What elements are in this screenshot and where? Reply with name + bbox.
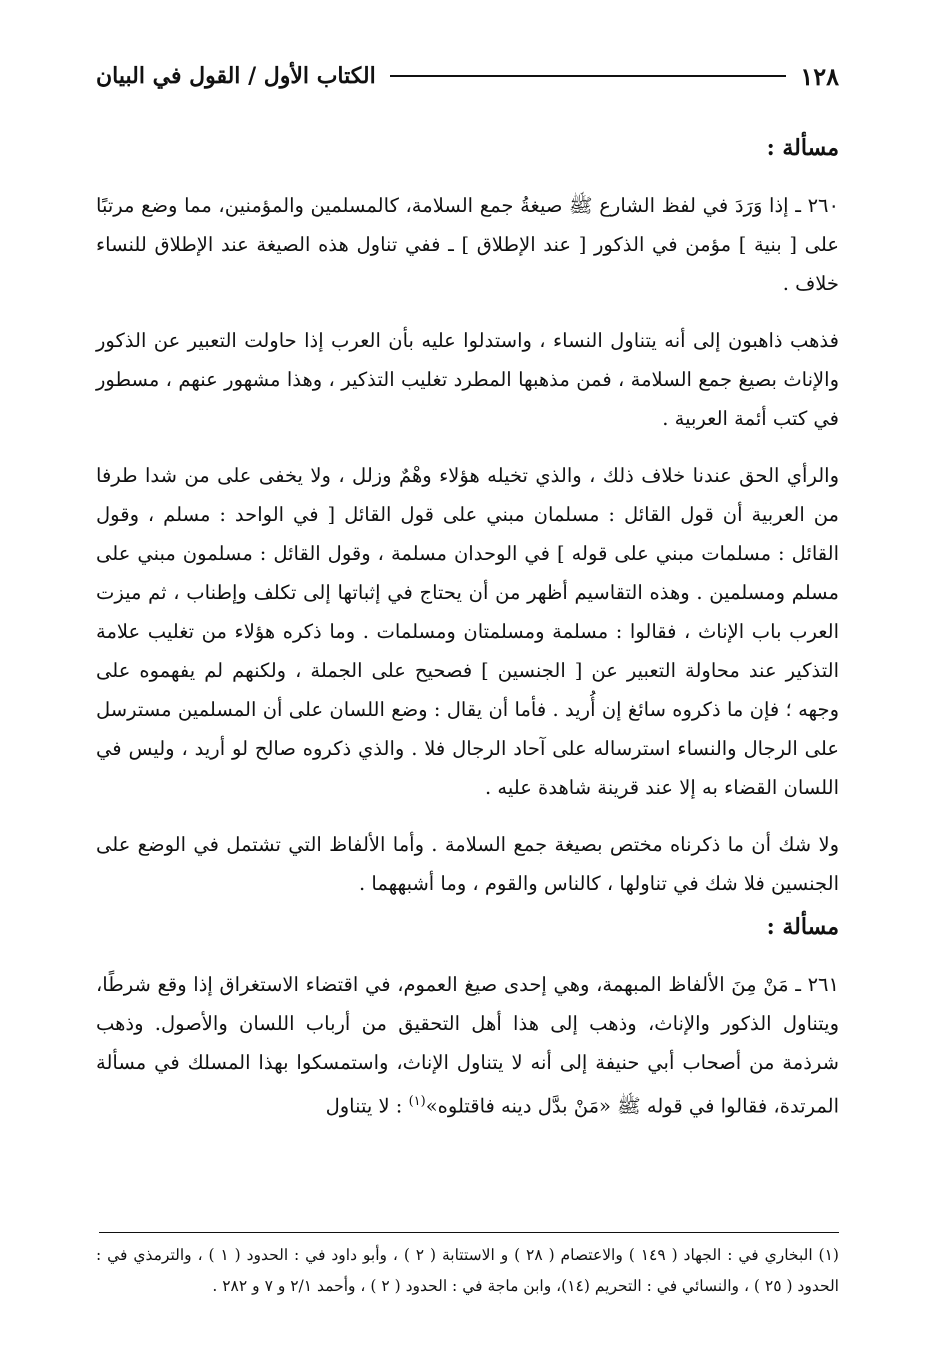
section-heading: مسألة : <box>766 135 839 161</box>
paragraph: والرأي الحق عندنا خلاف ذلك ، والذي تخيله هؤلاء وهْمٌ وزلل ، ولا يخفى على من شدا طرفا من العربية أن قول القائل : مسلمان مبني على قول القائل [ في الواحد : مسلم ، وقول القائل : مسلمات مبني على قوله ] في الوحدان مسلمة ، وقول القائل : مسلمون مبني على مسلم ومسلمين . وهذه التقاسيم أظهر من أن يحتاج في إثباتها إلى تكلف وإطناب ، ثم ميزت العرب باب الإناث ، فقالوا : مسلمة ومسلمتان ومسلمات . وما ذكره هؤلاء من تغليب علامة التذكير عند محاولة التعبير عن [ الجنسين ] فصحيح على الجملة ، ولكنهم لم يفهموه على وجهه ؛ فإن ما ذكروه سائغ إن أُريد . فأما أن يقال : وضع اللسان على أن المسلمين مسترسل على الرجال والنساء استرساله على آحاد الرجال فلا . والذي ذكروه صالح لو أريد ، وليس في اللسان القضاء به إلا عند قرينة شاهدة عليه . <box>96 464 839 799</box>
page-header <box>96 56 839 96</box>
running-title: الكتاب الأول / القول في البيان <box>96 63 376 89</box>
header-rule <box>390 75 787 77</box>
paragraph-261 <box>96 965 839 1126</box>
paragraph-text-tail: : لا يتناول <box>325 1094 409 1118</box>
footnotes <box>96 1240 839 1302</box>
footnote-1: (١) البخاري في : الجهاد ( ١٤٩ ) والاعتصام ( ٢٨ ) و الاستتابة ( ٢ ) ، وأبو داود في : الحدود ( ١ ) ، والترمذي في : الحدود ( ٢٥ ) ، والنسائي في : التحريم (١٤)، وابن ماجة في : الحدود ( ٢ ) ، وأحمد ٢/١ و ٧ و ٢٨٢ . <box>96 1246 839 1295</box>
paragraph: فذهب ذاهبون إلى أنه يتناول النساء ، واستدلوا عليه بأن العرب إذا حاولت التعبير عن الذكور والإناث بصيغ جمع السلامة ، فمن مذهبها المطرد تغليب التذكير ، وهذا مشهور عنهم ، مسطور في كتب أئمة العربية . <box>96 329 839 430</box>
page-body <box>96 128 839 1126</box>
footnote-separator <box>99 1232 839 1233</box>
paragraph-260: ٢٦٠ ـ إذا وَرَدَ في لفظ الشارع ﷺ صيغةُ جمع السلامة، كالمسلمين والمؤمنين، مما وضع مرتبًا على [ بنية ] مؤمن في الذكور [ عند الإطلاق ] ـ ففي تناول هذه الصيغة عند الإطلاق للنساء خلاف . <box>96 194 839 295</box>
paragraph-text: ٢٦١ ـ مَنْ مِنَ الألفاظ المبهمة، وهي إحدى صيغ العموم، في اقتضاء الاستغراق إذا وقع شرطًا، ويتناول الذكور والإناث، وذهب إلى هذا أهل التحقيق من أرباب اللسان والأصول. وذهب شرذمة من أصحاب أبي حنيفة إلى أنه لا يتناول الإناث، واستمسكوا بهذا المسلك في مسألة المرتدة، فقالوا في قوله ﷺ «مَنْ بدَّل دينه فاقتلوه» <box>96 973 839 1118</box>
footnote-marker[interactable]: (١) <box>408 1094 426 1109</box>
paragraph: ولا شك أن ما ذكرناه مختص بصيغة جمع السلامة . وأما الألفاظ التي تشتمل في الوضع على الجنسين فلا شك في تناولها ، كالناس والقوم ، وما أشبههما . <box>96 833 839 895</box>
page-number: ١٢٨ <box>800 61 839 91</box>
section-heading: مسألة : <box>766 914 839 940</box>
